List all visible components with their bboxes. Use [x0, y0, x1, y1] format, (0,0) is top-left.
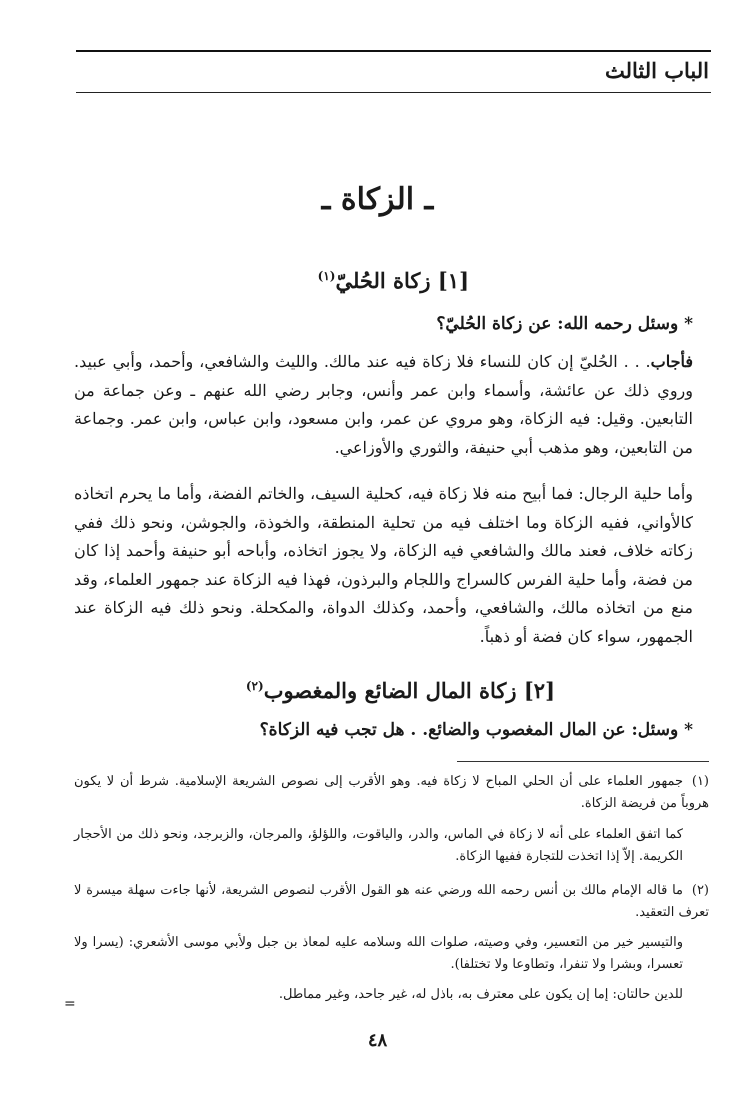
page-number: ٤٨ [367, 1030, 388, 1051]
answer-text: . . . الحُليّ إن كان للنساء فلا زكاة فيه عند مالك. والليث والشافعي، وأحمد، وأبي عبيد. وروي ذلك عن عائشة، وأسماء وابن عمر وأنس، وجابر رضي الله عنهم ـ وعن جماعة من التابعين. وقيل: فيه الزكاة، وهو مروي عن عمر، وابن مسعود، وابن عباس، وابن عمر. وجماعة من التابعين، وهو مذهب أبي حنيفة، والثوري والأوزاعي. [74, 352, 694, 457]
section-heading-text: [٢] زكاة المال الضائع والمغصوب [263, 678, 555, 703]
answer-paragraph [74, 348, 693, 462]
running-head: الباب الثالث [604, 58, 709, 83]
top-rule [76, 50, 711, 52]
footnote-text: جمهور العلماء على أن الحلي المباح لا زكاة فيه. وهو الأقرب إلى نصوص الشريعة الإسلامية. شرط أن لا يكون هروباً من فريضة الزكاة. [74, 774, 709, 811]
question-2: * وسئل: عن المال المغصوب والضائع. . هل تجب فيه الزكاة؟ [259, 720, 693, 740]
footnote-2-cont-2: للدين حالتان: إما إن يكون على معترف به، باذل له، غير جاحد، وغير مماطل. [278, 987, 683, 1002]
footnote-rule [457, 761, 709, 762]
section-heading-2 [246, 678, 555, 703]
footnote-number: (٢) [691, 883, 709, 898]
chapter-title: ـ الزكاة ـ [321, 182, 434, 217]
section-heading-1 [318, 268, 469, 293]
footnote-text: ما قاله الإمام مالك بن أنس رحمه الله ورضي عنه هو القول الأقرب لنصوص الشريعة، لأنها جاءت سهلة ميسرة لا تعرف التعقيد. [74, 883, 709, 920]
footnote-2-cont: والتيسير خير من التعسير، وفي وصيته، صلوات الله وسلامه عليه لمعاذ بن جبل ولأبي موسى الأشعري: (يسرا ولا تعسرا، وبشرا ولا تنفرا، وتطاوعا ولا تختلفا). [74, 935, 683, 972]
footnote-ref-2: (٢) [245, 679, 264, 693]
footnote-2 [74, 880, 709, 924]
continuation-mark: = [64, 996, 76, 1012]
question-1: * وسئل رحمه الله: عن زكاة الحُليّ؟ [436, 314, 693, 334]
answer-lead: فأجاب [650, 352, 693, 371]
footnote-1 [74, 771, 709, 815]
footnote-number: (١) [691, 774, 709, 789]
footnote-1-cont: كما اتفق العلماء على أنه لا زكاة في الماس، والدر، والياقوت، واللؤلؤ، والمرجان، والزبرجد، ونحو ذلك من الأحجار الكريمة. إلاّ إذا اتخذت للتجارة ففيها الزكاة. [74, 827, 683, 864]
header-rule [76, 92, 711, 93]
section-heading-text: [١] زكاة الحُليّ [335, 268, 469, 293]
footnote-ref-1: (١) [317, 269, 336, 283]
paragraph-men-jewelry: وأما حلية الرجال: فما أبيح منه فلا زكاة فيه، كحلية السيف، والخاتم الفضة، وأما ما يحرم اتخاذه كالأواني، ففيه الزكاة وما اختلف فيه من تحلية المنطقة، والخوذة، والجوشن، ونحو ذلك ففي زكاته خلاف، فعند مالك والشافعي فيه الزكاة، ولا يجوز اتخاذه، وأباحه أبو حنيفة وأحمد إذا كان من فضة، وأما حلية الفرس كالسراج واللجام والبرذون، فهذا فيه الزكاة عند جمهور العلماء، وقد منع من اتخاذه مالك، والشافعي، وأحمد، وكذلك الدواة، والمكحلة. ونحو ذلك فيه الزكاة عند الجمهور، سواء كان فضة أو ذهباً. [74, 484, 694, 646]
